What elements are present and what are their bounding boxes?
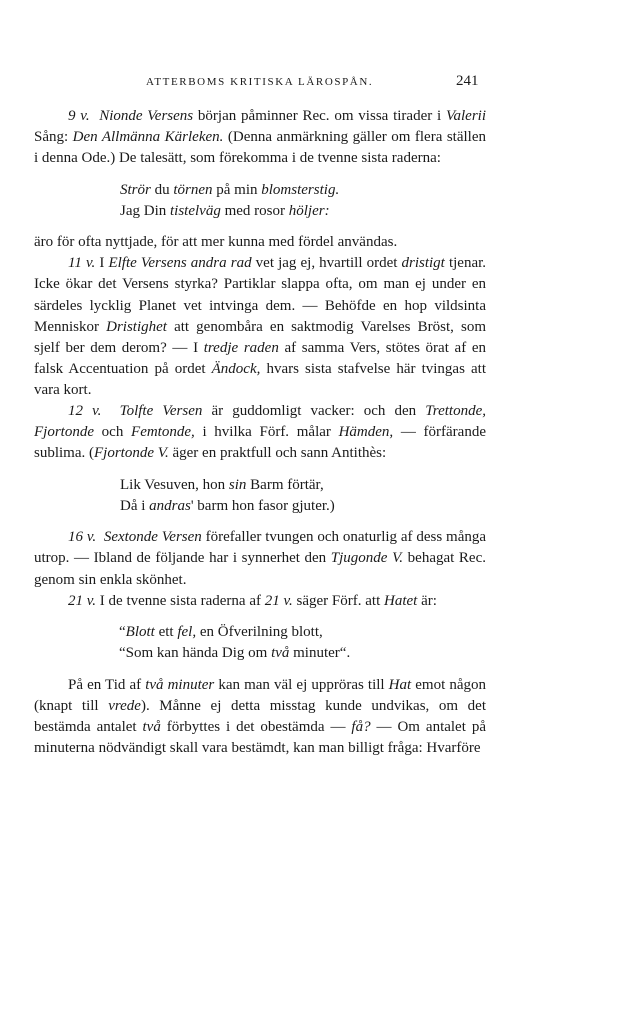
- paragraph-two-minutes: På en Tid af två minuter kan man väl ej uppröras till Hat emot någon (knapt till vrede). Månne ej detta misstag kunde undvikas, om det bestämda antalet två förbyttes i det obestämda — få? — Om antalet på minuterna nödvändigt skall vara bestämdt, kan man billigt fråga: Hvarföre: [34, 676, 486, 756]
- paragraph-verse-21: 21 v. I de tvenne sista raderna af 21 v. säger Förf. att Hatet är:: [68, 592, 437, 609]
- verse-line: Jag Din tistelväg med rosor höljer:: [120, 203, 330, 220]
- verse-line: “Blott ett fel, en Öfverilning blott,: [119, 623, 323, 640]
- paragraph-verse-16: 16 v. Sextonde Versen förefaller tvungen och onaturlig af dess många utrop. — Ibland de följande har i synnerhet den Tjugonde V. behagat Rec. genom sin enkla skönhet.: [34, 529, 487, 588]
- running-title: ATTERBOMS KRITISKA LÄROSPÅN.: [146, 76, 374, 88]
- paragraph-verse-12: 12 v. Tolfte Versen är guddomligt vacker: och den Trettonde, Fjortonde och Femtonde, i hvilka Förf. målar Hämden, — förfärande sublima. (Fjortonde V. äger en praktfull och sann Antithès:: [34, 403, 486, 462]
- verse-number: 11 v.: [68, 255, 96, 272]
- verse-line: Strör du törnen på min blomsterstig.: [120, 182, 340, 199]
- verse-line: “Som kan hända Dig om två minuter“.: [119, 644, 351, 661]
- paragraph-verse-11: 11 v. I Elfte Versens andra rad vet jag ej, hvartill ordet dristigt tjenar. Icke ökar det Versens styrka? Partiklar slappa ofta, om man ej under en särdeles lycklig Planet vet intvinga dem. — Behöfde en hop vildsinta Menniskor Dristighet att genombåra en saktmodig Varelses Bröst, som sjelf ber dem derom? — I tredje raden af samma Vers, stötes örat af en falsk Accentuation på ordet Ändock, hvars sista stafvelse här tvingas att vara kort.: [34, 255, 487, 398]
- page-body: [34, 106, 486, 759]
- verse-line: Då i andras' barm hon fasor gjuter.): [120, 498, 335, 515]
- emphasis: Nionde Versens: [99, 108, 194, 124]
- paragraph-verse-9: 9 v. Nionde Versens början påminner Rec. om vissa tirader i Valerii Sång: Den Allmänna Kärleken. (Denna anmärkning gäller om flera ställen i denna Ode.) De talesätt, som förekomma i de tvenne sista raderna:: [34, 108, 487, 167]
- emphasis: Valerii: [446, 108, 486, 124]
- verse-line: Lik Vesuven, hon sin Barm förtär,: [120, 477, 324, 494]
- verse-quote-2: [120, 475, 486, 517]
- verse-quote-1: [120, 180, 486, 222]
- verse-number: 12 v.: [68, 403, 102, 420]
- verse-number: 9 v.: [68, 108, 90, 124]
- verse-quote-3: [119, 622, 486, 664]
- page-number: 241: [456, 73, 479, 89]
- verse-number: 16 v.: [68, 529, 97, 546]
- emphasis: Den Allmänna Kärleken.: [72, 129, 224, 146]
- verse-number: 21 v.: [68, 592, 97, 609]
- page-header: [0, 73, 632, 98]
- paragraph-continuation: äro för ofta nyttjade, för att mer kunna med fördel användas.: [34, 234, 398, 251]
